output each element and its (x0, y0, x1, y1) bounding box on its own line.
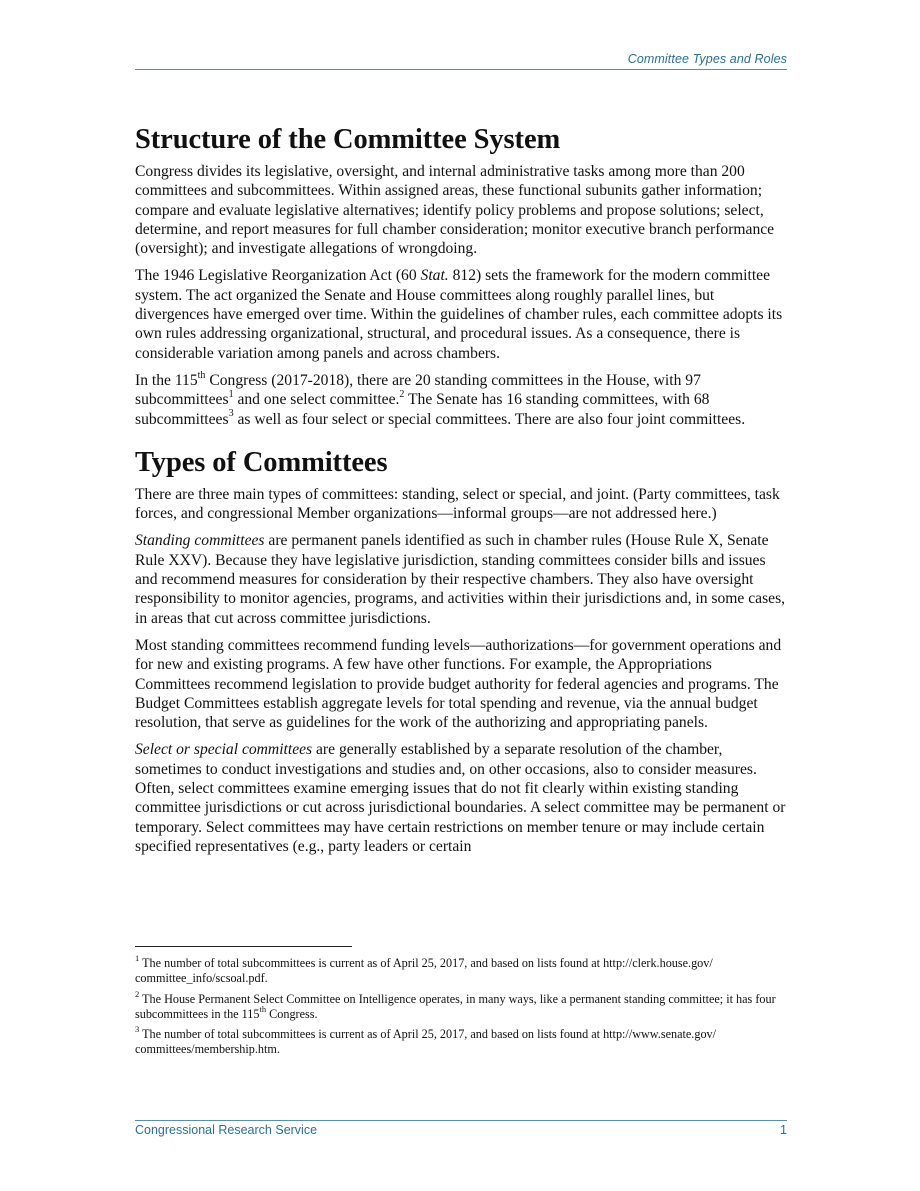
paragraph: Congress divides its legislative, oversight, and internal administrative tasks among more than 200 committees and subcommittees. Within assigned areas, these functional subunits gather information; compare and evaluate legislative alternatives; identify policy problems and propose solutions; select, determine, and report measures for full chamber consideration; monitor executive branch performance (oversight); and investigate allegations of wrongdoing. (135, 163, 775, 258)
footnote-divider (135, 946, 352, 947)
section-heading-types: Types of Committees (135, 446, 388, 478)
footnote-ref-1[interactable]: 1 (228, 389, 234, 401)
paragraph: There are three main types of committees: standing, select or special, and joint. (Party committees, task forces, and congressional Member organizations—informal groups—are not addressed here.) (135, 485, 780, 523)
header-divider (135, 69, 787, 70)
paragraph: Most standing committees recommend funding levels—authorizations—for government operations and for new and existing programs. A few have other functions. For example, the Appropriations Committees recommend legislation to provide budget authority for federal agencies and programs. The Budget Committees establish aggregate levels for total spending and revenue, via the annual budget resolution, that serve as guidelines for the work of the authorizing and appropriating panels. (135, 636, 782, 732)
footer-divider (135, 1120, 787, 1121)
footnotes (135, 952, 787, 1063)
footnote-2: $^2$ The House Permanent Select Committee on Intelligence operates, in many ways, like a permanent standing committee; it has four subcommittees in the 115th Congress. (135, 988, 776, 1021)
running-header: Committee Types and Roles (627, 52, 787, 66)
paragraph: Select or special committees are generally established by a separate resolution of the chamber, sometimes to conduct investigations and studies and, on other occasions, also to consider measures. Often, select committees examine emerging issues that do not fit clearly within existing standing committee jurisdictions or cut across jurisdictional boundaries. A select committee may be permanent or temporary. Select committees may have certain restrictions on member tenure or may include certain specified representatives (e.g., party leaders or certain (135, 741, 786, 855)
paragraph: The 1946 Legislative Reorganization Act (60 Stat. 812) sets the framework for the modern committee system. The act organized the Senate and House committees along roughly parallel lines, but divergences have emerged over time. Within the guidelines of chamber rules, each committee adopts its own rules addressing organizational, structural, and procedural issues. As a consequence, there is considerable variation among panels and across chambers. (135, 267, 783, 362)
footnote-1: $^1$ The number of total subcommittees is current as of April 25, 2017, and based on lists found at http://clerk.house.gov/ committee_info/scsoal.pdf. (135, 952, 713, 986)
footnote-3: $^3$ The number of total subcommittees is current as of April 25, 2017, and based on lists found at http://www.senate.gov/ committees/membership.htm. (135, 1024, 717, 1057)
section-heading-structure: Structure of the Committee System (135, 124, 561, 155)
footnote-ref-3[interactable]: 3 (228, 408, 234, 420)
ordinal-superscript: th (197, 369, 206, 381)
document-body (135, 123, 787, 864)
paragraph: In the 115th Congress (2017-2018), there are 20 standing committees in the House, with 97 subcommittees$^1$ and one select committee.$^2$ The Senate has 16 standing committees, with 68 subcommittees$^3$ as well as four select or special committees. There are also four joint committees. (135, 369, 746, 428)
footer-source: Congressional Research Service (135, 1123, 318, 1137)
footnote-ref-2[interactable]: 2 (399, 389, 405, 401)
paragraph: Standing committees are permanent panels identified as such in chamber rules (House Rule X, Senate Rule XXV). Because they have legislative jurisdiction, standing committees consider bills and issues and recommend measures for consideration by their respective chambers. They also have oversight responsibility to monitor agencies, programs, and activities within their jurisdictions and, in some cases, in areas that cut across committee jurisdictions. (135, 532, 786, 627)
page-number: 1 (780, 1123, 787, 1137)
